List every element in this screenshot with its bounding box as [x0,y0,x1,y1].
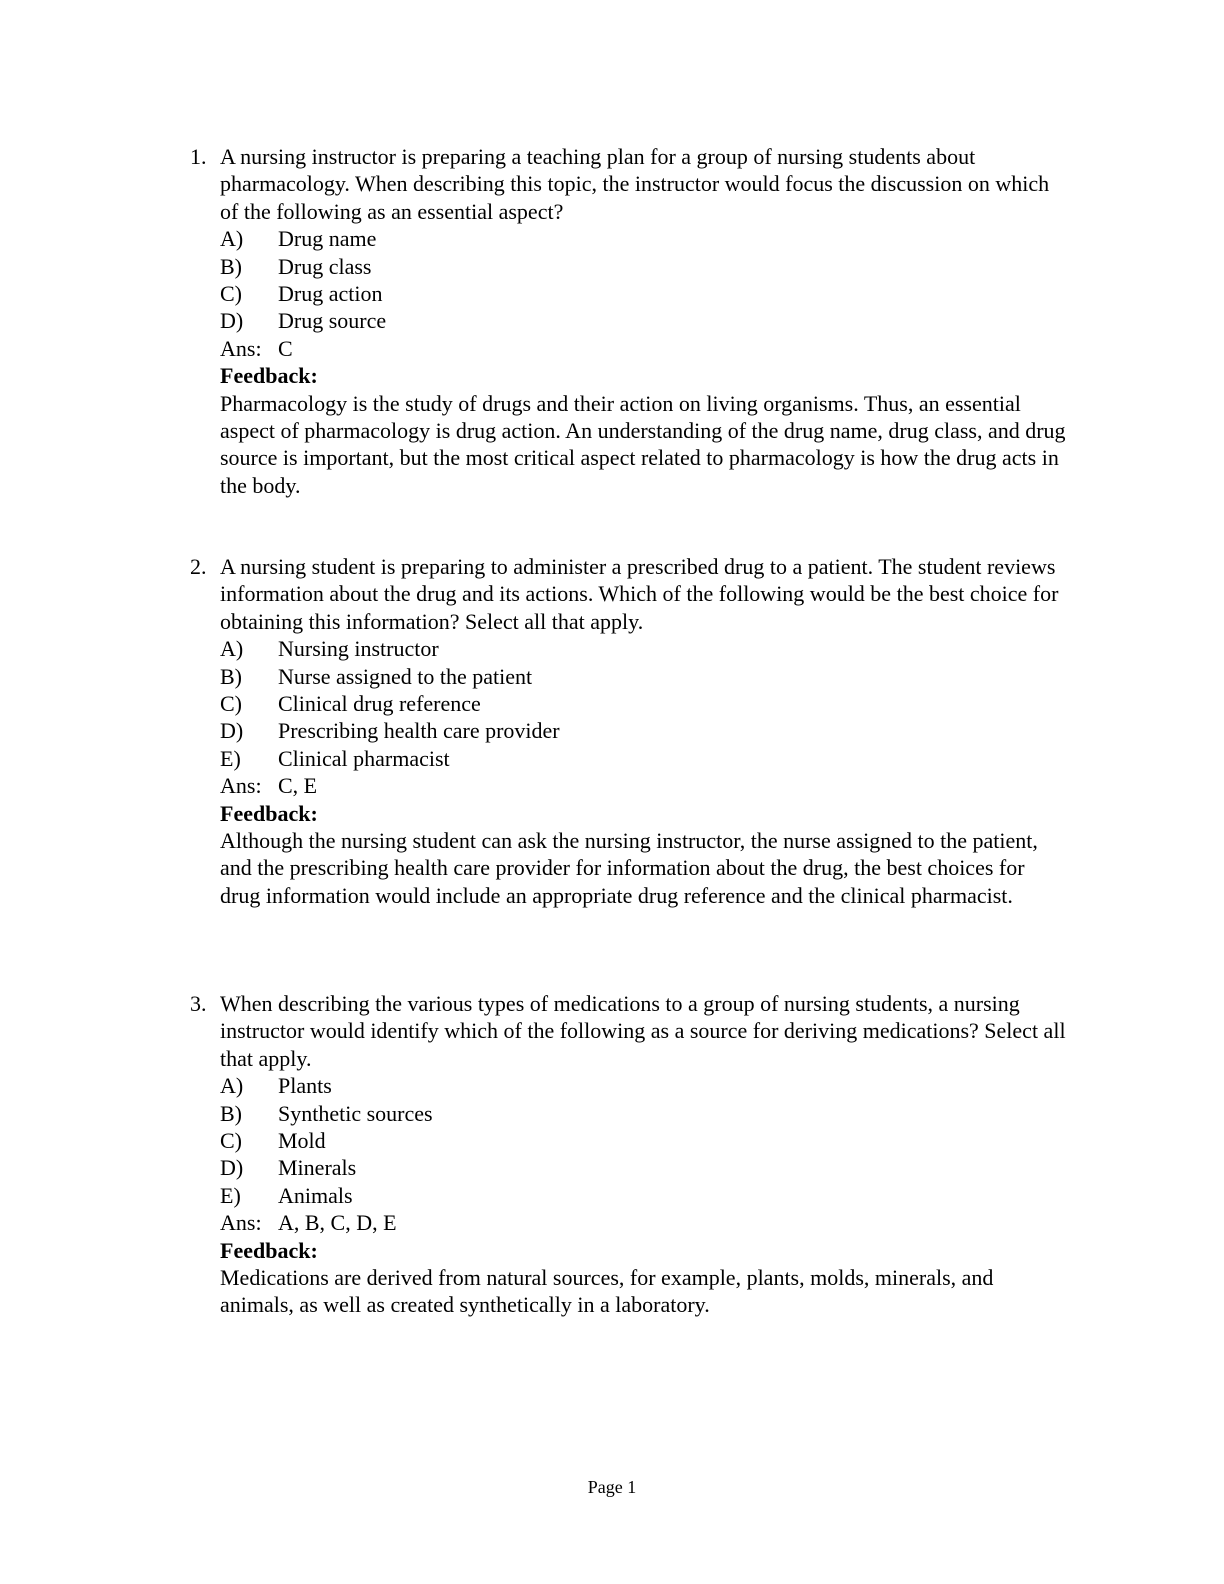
page-number: Page 1 [587,1477,637,1497]
feedback-title: Feedback: [220,1237,318,1263]
choice-letter: E) [220,745,241,771]
choice-letter: D) [220,308,244,334]
feedback-text: Pharmacology is the study of drugs and their action on living organisms. Thus, an essential aspect of pharmacology is drug action. An understanding of the drug name, drug class, and drug source is important, but the most critical aspect related to pharmacology is how the drug acts in the body. [220,390,1066,498]
answer-label: Ans: [220,773,262,799]
choice-text: Drug source [278,308,387,334]
choice [220,307,1070,334]
choice [220,1127,1070,1154]
answer-value: C [278,335,293,361]
choice [220,1072,1070,1099]
choice-letter: A) [220,1073,244,1099]
choice-letter: C) [220,691,242,717]
choice-text: Minerals [278,1155,357,1181]
choice-text: Nurse assigned to the patient [278,663,533,689]
question-stem: When describing the various types of medications to a group of nursing students, a nursing instructor would identify which of the following as a source for deriving medications? Select all that apply. [220,991,1066,1071]
choice-text: Prescribing health care provider [278,718,560,744]
answer-label: Ans: [220,335,262,361]
choice-text: Drug action [278,281,383,307]
choice [220,1182,1070,1209]
answer-value: A, B, C, D, E [278,1210,397,1236]
answer-row [220,335,1070,362]
choice-letter: A) [220,636,244,662]
answer-row [220,772,1070,799]
choice [220,717,1070,744]
feedback-text: Medications are derived from natural sources, for example, plants, molds, minerals, and animals, as well as created synthetically in a laboratory. [220,1265,994,1318]
feedback-title: Feedback: [220,800,318,826]
question-number: 1. [190,144,207,169]
choice [220,1154,1070,1181]
choice [220,745,1070,772]
choice-text: Nursing instructor [278,636,439,662]
choice-letter: C) [220,1128,242,1154]
choice-letter: D) [220,718,244,744]
choice-text: Plants [278,1073,332,1099]
question-2 [190,553,1070,909]
choice [220,663,1070,690]
answer-label: Ans: [220,1210,262,1236]
choice [220,635,1070,662]
question-stem: A nursing instructor is preparing a teaching plan for a group of nursing students about pharmacology. When describing this topic, the instructor would focus the discussion on which of the following as an essential aspect? [220,144,1050,224]
question-3 [190,990,1070,1319]
choice-text: Clinical drug reference [278,691,481,717]
choice [220,253,1070,280]
question-number: 3. [190,991,207,1016]
answer-value: C, E [278,773,318,799]
feedback-title: Feedback: [220,363,318,389]
choice-text: Animals [278,1182,353,1208]
feedback-text: Although the nursing student can ask the nursing instructor, the nurse assigned to the patient, and the prescribing health care provider for information about the drug, the best choices for drug information would include an appropriate drug reference and the clinical pharmacist. [220,828,1038,908]
question-number: 2. [190,554,207,579]
choice-letter: B) [220,1100,242,1126]
answer-row [220,1209,1070,1236]
choice [220,690,1070,717]
choice-text: Mold [278,1128,326,1154]
choice-letter: E) [220,1182,241,1208]
choice-letter: B) [220,663,242,689]
choice [220,225,1070,252]
choice-text: Drug name [278,226,377,252]
choice-letter: A) [220,226,244,252]
choice-text: Drug class [278,253,372,279]
choice-text: Clinical pharmacist [278,745,450,771]
question-stem: A nursing student is preparing to administer a prescribed drug to a patient. The student reviews information about the drug and its actions. Which of the following would be the best choice for obtaining this information? Select all that apply. [220,554,1059,634]
choice-letter: C) [220,281,242,307]
choice [220,1100,1070,1127]
question-1 [190,143,1070,499]
choice-letter: B) [220,253,242,279]
choice [220,280,1070,307]
choice-letter: D) [220,1155,244,1181]
choice-text: Synthetic sources [278,1100,433,1126]
